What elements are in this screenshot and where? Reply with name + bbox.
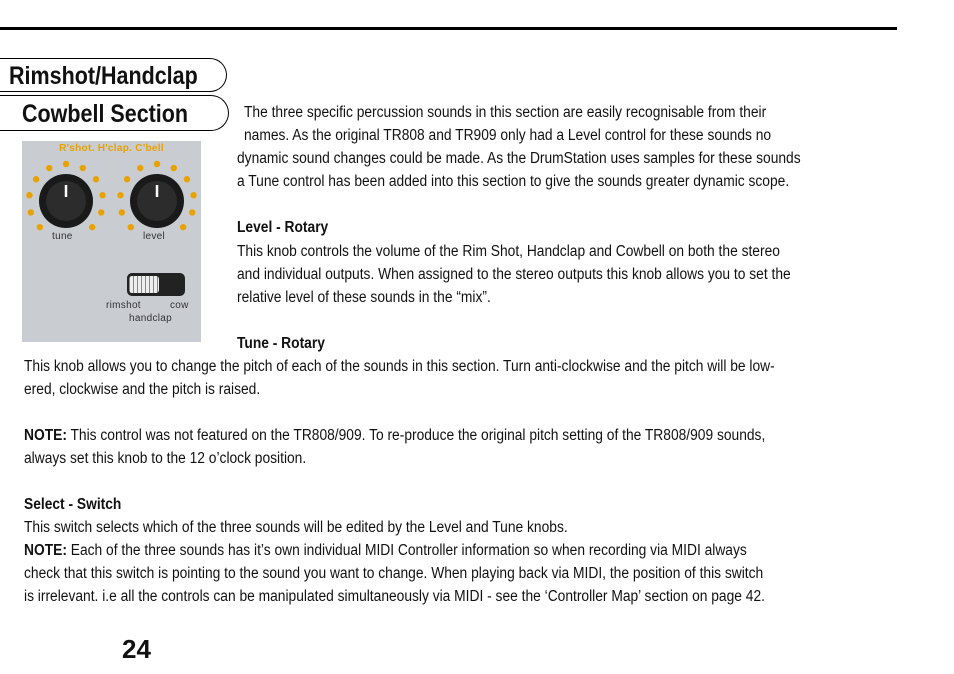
intro-line-2: names. As the original TR808 and TR909 only had a Level control for these sounds no (244, 127, 772, 144)
knob-scale-dot (63, 161, 69, 167)
intro-line-3: dynamic sound changes could be made. As the DrumStation uses samples for these sounds (237, 150, 801, 167)
knob-scale-dot (99, 192, 105, 198)
select-switch-icon (127, 273, 185, 296)
knob-icons (22, 151, 201, 251)
level-knob-label: level (143, 231, 166, 242)
knob-scale-dot (93, 176, 99, 182)
intro-line-4: a Tune control has been added into this section to give the sounds greater dynamic scope. (237, 173, 790, 190)
level-text-2: and individual outputs. When assigned to the stereo outputs this knob allows you to set the (237, 266, 791, 283)
tune-knob-label: tune (52, 231, 73, 242)
switch-label-cow: cow (170, 300, 189, 311)
intro-line-1: The three specific percussion sounds in this section are easily recognisable from their (244, 104, 767, 121)
knob-scale-dot (26, 192, 32, 198)
section-title-line1: Rimshot/Handclap (0, 58, 227, 92)
control-panel-image (22, 141, 201, 342)
knob-scale-dot (80, 165, 86, 171)
knob-scale-dot (171, 165, 177, 171)
knob-scale-dot (137, 165, 143, 171)
knob-scale-dot (89, 224, 95, 230)
level-text-1: This knob controls the volume of the Rim Shot, Handclap and Cowbell on both the stereo (237, 243, 780, 260)
knob-scale-dot (128, 224, 134, 230)
knob-scale-dot (189, 209, 195, 215)
note1-label: NOTE: (24, 427, 67, 444)
section-title-line2: Cowbell Section (0, 95, 229, 131)
note1-line-2: always set this knob to the 12 o’clock position. (24, 450, 307, 467)
tune-text-1: This knob allows you to change the pitch of each of the sounds in this section. Turn anti-clockwise and the pitch will be low- (24, 358, 775, 375)
knob-scale-dot (37, 224, 43, 230)
note2-line-3: is irrelevant. i.e all the controls can be manipulated simultaneously via MIDI - see the ‘Controller Map’ section on page 42. (24, 588, 765, 605)
level-text-3: relative level of these sounds in the “mix”. (237, 289, 491, 306)
knob-scale-dot (98, 209, 104, 215)
select-heading: Select - Switch (24, 496, 122, 513)
knob-scale-dot (46, 165, 52, 171)
note2-line-2: check that this switch is pointing to the sound you want to change. When playing back via MIDI, the position of this switch (24, 565, 764, 582)
knob-scale-dot (184, 176, 190, 182)
top-rule (0, 27, 897, 30)
knob-scale-dot (119, 209, 125, 215)
knob-scale-dot (190, 192, 196, 198)
knob-scale-dot (117, 192, 123, 198)
knob-scale-dot (124, 176, 130, 182)
level-heading: Level - Rotary (237, 219, 329, 236)
knob-scale-dot (28, 209, 34, 215)
tune-text-2: ered, clockwise and the pitch is raised. (24, 381, 261, 398)
tune-heading: Tune - Rotary (237, 335, 325, 352)
note2-label: NOTE: (24, 542, 67, 559)
switch-label-handclap: handclap (129, 313, 172, 324)
knob-scale-dot (33, 176, 39, 182)
note1-line-1: NOTE: This control was not featured on the TR808/909. To re-produce the original pitch setting of the TR808/909 sounds, (24, 427, 766, 444)
switch-label-rimshot: rimshot (106, 300, 141, 311)
knob-scale-dot (154, 161, 160, 167)
page-number: 24 (122, 634, 151, 664)
panel-heading: R'shot. H'clap. C'bell (59, 143, 164, 154)
select-text: This switch selects which of the three sounds will be edited by the Level and Tune knobs. (24, 519, 568, 536)
knob-scale-dot (180, 224, 186, 230)
note2-line-1: NOTE: Each of the three sounds has it’s own individual MIDI Controller information so when recording via MIDI always (24, 542, 747, 559)
